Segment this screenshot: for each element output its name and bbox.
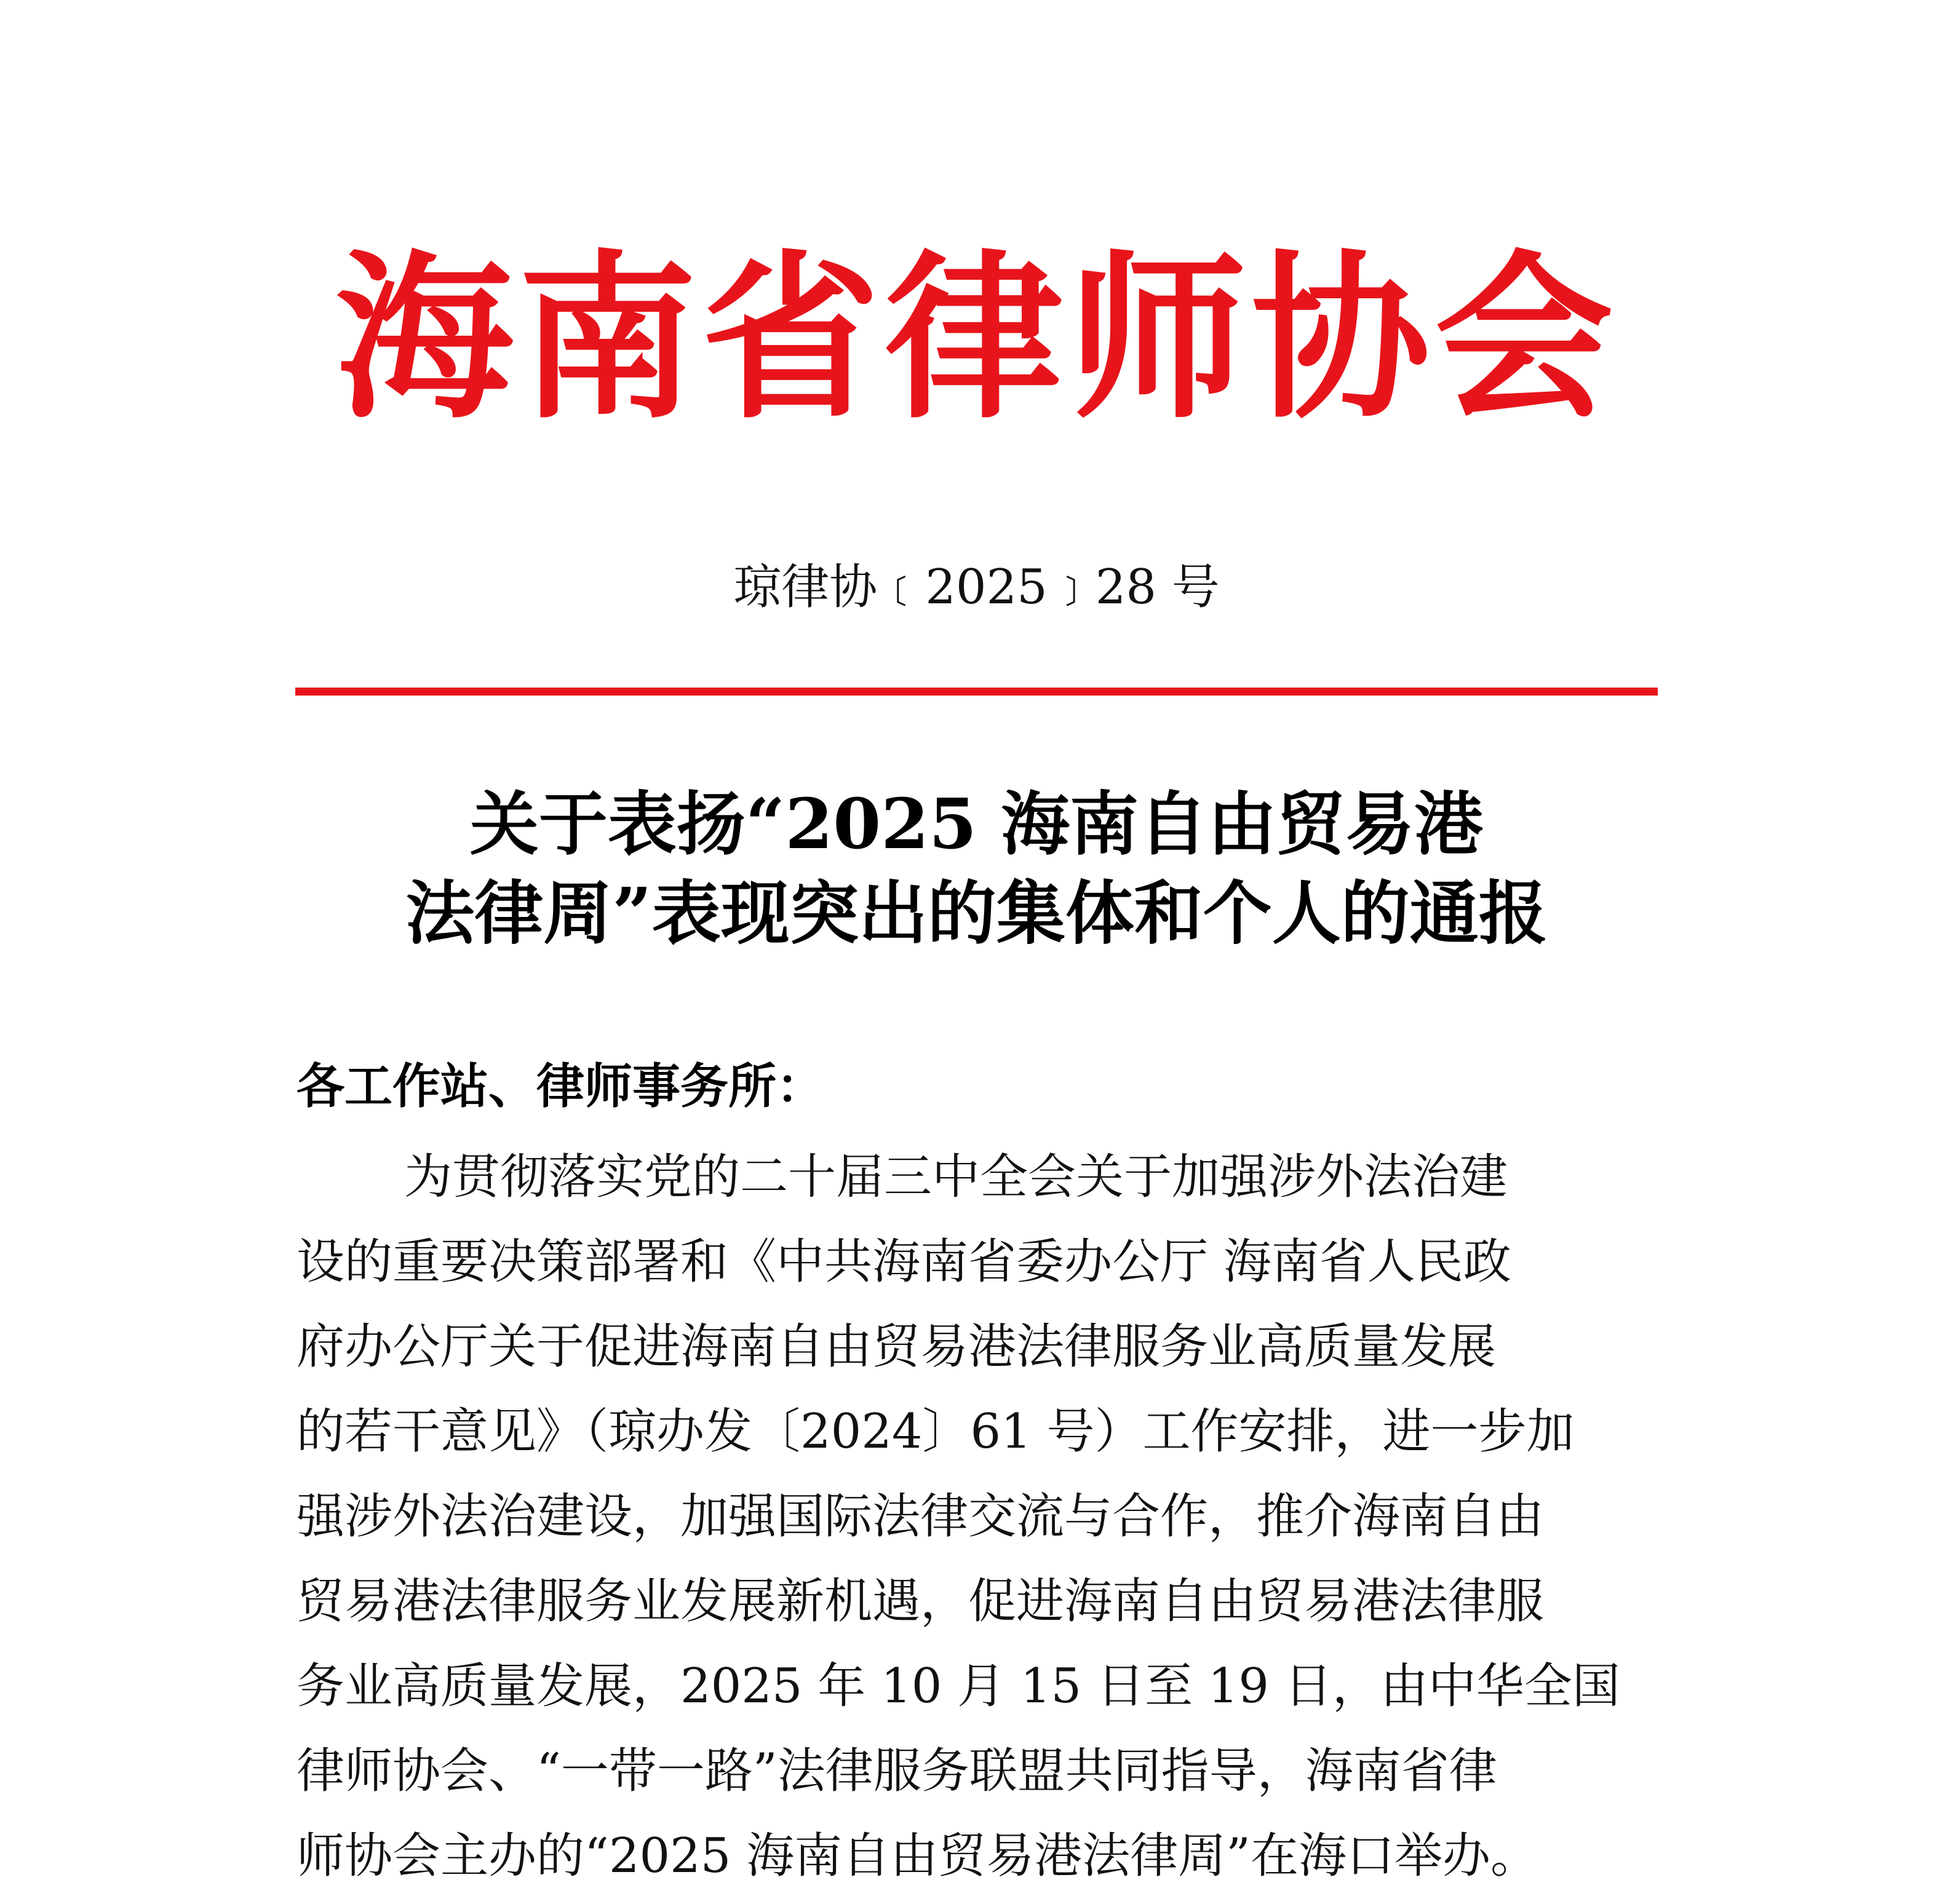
body-line: 的若干意见》（琼办发〔2024〕61 号）工作安排，进一步加 bbox=[296, 1404, 1575, 1459]
title-line-1: 关于表扬“2025 海南自由贸易港 bbox=[469, 784, 1484, 865]
body-line: 师协会主办的“2025 海南自由贸易港法律周”在海口举办。 bbox=[296, 1828, 1539, 1884]
body-line: 务业高质量发展，2025 年 10 月 15 日至 19 日，由中华全国 bbox=[296, 1659, 1620, 1714]
salutation: 各工作站、律师事务所： bbox=[296, 1058, 825, 1114]
red-divider-line bbox=[295, 688, 1658, 696]
document-number: 琼律协﹝2025﹞28 号 bbox=[733, 560, 1220, 615]
letterhead-organization: 海南省律师协会 bbox=[335, 234, 1618, 443]
body-paragraph bbox=[296, 1135, 1656, 1898]
document-title bbox=[0, 780, 1953, 958]
body-line: 府办公厅关于促进海南自由贸易港法律服务业高质量发展 bbox=[296, 1319, 1497, 1374]
title-line-2: 法律周”表现突出的集体和个人的通报 bbox=[405, 873, 1548, 954]
body-line: 贸易港法律服务业发展新机遇，促进海南自由贸易港法律服 bbox=[296, 1574, 1545, 1629]
body-line: 为贯彻落实党的二十届三中全会关于加强涉外法治建 bbox=[404, 1149, 1508, 1205]
body-line: 律师协会、“一带一路”法律服务联盟共同指导，海南省律 bbox=[296, 1743, 1497, 1799]
body-line: 强涉外法治建设，加强国际法律交流与合作，推介海南自由 bbox=[296, 1489, 1545, 1544]
body-line: 设的重要决策部署和《中共海南省委办公厅 海南省人民政 bbox=[296, 1234, 1511, 1290]
